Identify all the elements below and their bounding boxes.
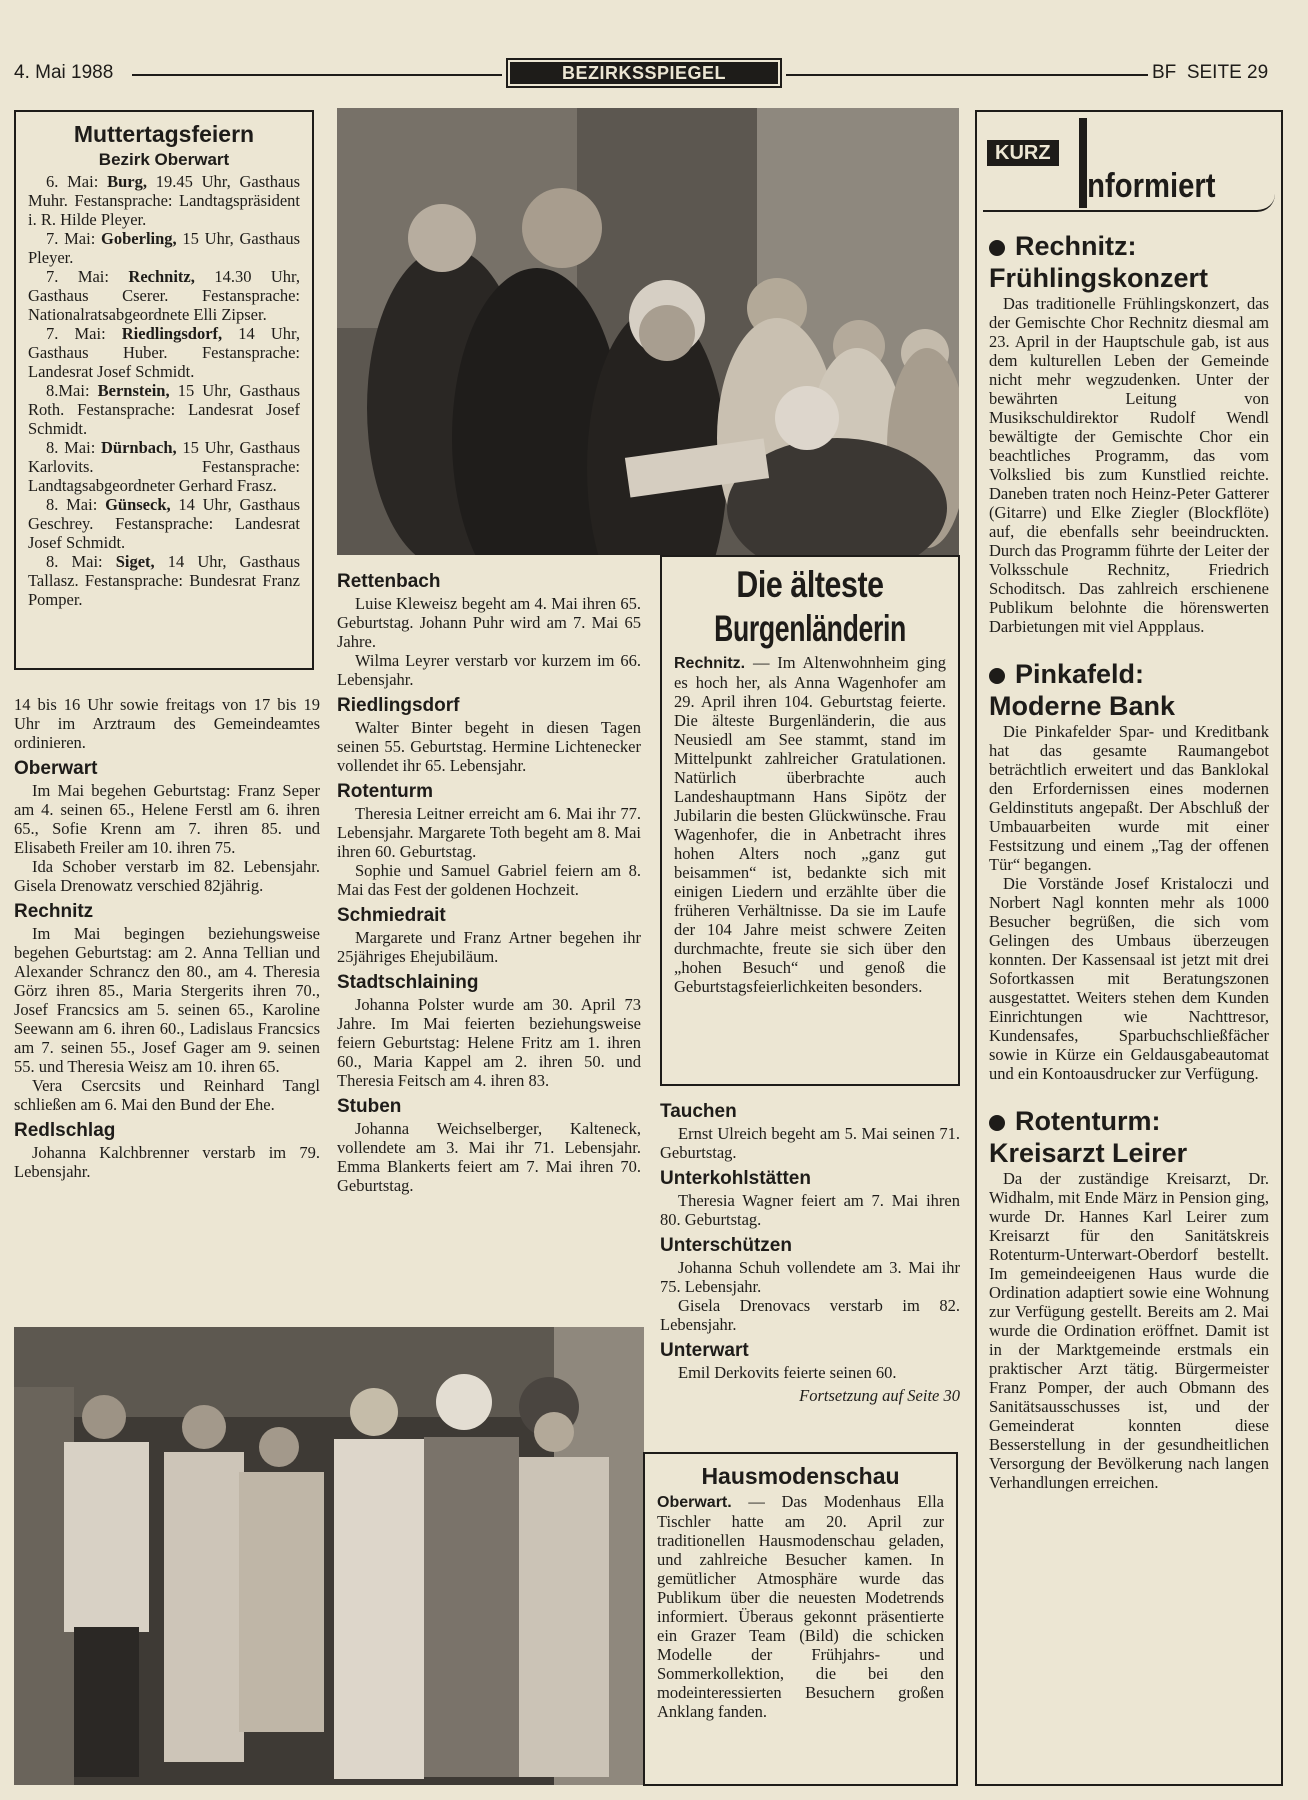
- kurz-item-place: Pinkafeld:: [1015, 659, 1145, 689]
- column-2-text: [337, 565, 641, 1195]
- section-paragraph: Im Mai begehen Geburtstag: Franz Seper am 4. seinen 65., Helene Ferstl am 6. ihren 65., Sofie Krenn am 7. ihren 85. und Elisabeth Freiler am 10. ihren 75.: [14, 781, 320, 857]
- section-paragraph: Walter Binter begeht in diesen Tagen seinen 55. Geburtstag. Hermine Lichtenecker vollendet ihr 65. Lebensjahr.: [337, 718, 641, 775]
- muttertag-date: 8.Mai:: [46, 381, 90, 400]
- section-heading: Tauchen: [660, 1101, 737, 1122]
- header-rule-left: [132, 74, 502, 76]
- muttertag-details: 14 Uhr, Gasthaus Tallasz. Festansprache: Bundesrat Franz Pomper.: [28, 552, 301, 609]
- muttertag-place: Rechnitz,: [128, 267, 195, 286]
- muttertag-details: 15 Uhr, Gasthaus Roth. Festansprache: Landesrat Josef Schmidt.: [28, 381, 300, 438]
- muttertag-date: 8. Mai:: [46, 495, 98, 514]
- section-paragraph: Sophie und Samuel Gabriel feiern am 8. Mai das Fest der goldenen Hochzeit.: [337, 861, 641, 899]
- section-paragraph: Gisela Drenovacs verstarb im 82. Lebensjahr.: [660, 1296, 960, 1334]
- muttertag-place: Dürnbach,: [101, 438, 177, 457]
- kurz-item: [989, 230, 1269, 636]
- section-paragraph: Johanna Schuh vollendete am 3. Mai ihr 75. Lebensjahr.: [660, 1258, 960, 1296]
- aelteste-text: — Im Altenwohnheim ging es hoch her, als Anna Wagenhofer am 29. April ihren 104. Geburtstag feierte. Die älteste Burgenländerin, die aus Neusiedl am See stammt, stand im Mittelpunkt zahlreicher Gratulationen. Natürlich überbrachte auch Landeshauptmann Hans Sipötz der Jubilarin die besten Glückwünsche. Frau Wagenhofer, die in Anbetracht ihres hohen Alters noch „ganz gut beisammen“ ist, bedankte sich mit einigen Liedern und erzählte über die früheren Verhältnisse. Da sie im Laufe der 104 Jahre meist schwere Zeiten durchmachte, freute sie sich über den „hohen Besuch“ und genoß die Geburtstagsfeierlichkeiten besonders.: [674, 653, 946, 996]
- kurz-item-head: [989, 230, 1269, 262]
- section-paragraph: Margarete und Franz Artner begehen ihr 25jähriges Ehejubiläum.: [337, 928, 641, 966]
- muttertag-date: 8. Mai:: [46, 552, 103, 571]
- muttertag-item: [28, 324, 300, 381]
- kurz-item-place: Rotenturm:: [1015, 1106, 1161, 1136]
- birthday-photo: [337, 108, 959, 555]
- fashion-photo-image: [14, 1327, 644, 1785]
- hausmoden-place: Oberwart.: [657, 1494, 732, 1511]
- muttertag-place: Bernstein,: [97, 381, 170, 400]
- section-banner: [506, 58, 782, 88]
- section-paragraph: Vera Csercsits und Reinhard Tangl schließen am 6. Mai den Bund der Ehe.: [14, 1076, 320, 1114]
- muttertag-date: 6. Mai:: [46, 172, 99, 191]
- section-heading: Redlschlag: [14, 1120, 116, 1141]
- section-heading: Unterkohlstätten: [660, 1168, 811, 1189]
- hausmoden-body: [657, 1492, 944, 1721]
- muttertag-place: Günseck,: [105, 495, 171, 514]
- muttertag-item: [28, 229, 300, 267]
- aelteste-title-line1: Die älteste: [736, 564, 884, 605]
- section-paragraph: Ida Schober verstarb im 82. Lebensjahr. Gisela Drenowatz verschied 82jährig.: [14, 857, 320, 895]
- kurz-informiert-box: [975, 110, 1283, 1786]
- kurz-item-paragraph: Das traditionelle Frühlingskonzert, das der Gemischte Chor Rechnitz diesmal am 23. April in der Hauptschule gab, ist aus dem kulturellen Leben der Gemeinde nicht mehr wegzudenken. Unter der bewährten Leitung von Musikschuldirektor Rudolf Wendl bewältigte der Gemischte Chor ein beachtliches Programm, das vom Volkslied bis zum Kunstlied reichte. Daneben traten noch Heinz-Peter Gatterer (Gitarre) und Elke Ziegler (Blockflöte) auf, die ebenfalls sehr beeindruckten. Durch das Programm führte der Leiter der Volksschule Rechnitz, Friedrich Schoditsch. Das zahlreich erschienene Publikum belohnte die hörenswerten Darbietungen mit viel Appplaus.: [989, 294, 1269, 636]
- kurz-logo-small: KURZ: [987, 140, 1059, 166]
- muttertag-details: 15 Uhr, Gasthaus Pleyer.: [28, 229, 300, 267]
- section-heading: Schmiedrait: [337, 905, 446, 926]
- aelteste-box: [660, 555, 960, 1086]
- muttertag-date: 7. Mai:: [46, 229, 96, 248]
- aelteste-place: Rechnitz.: [674, 655, 746, 672]
- muttertag-place: Siget,: [115, 552, 155, 571]
- muttertag-item: [28, 438, 300, 495]
- column-1-intro: 14 bis 16 Uhr sowie freitags von 17 bis 19 Uhr im Arztraum des Gemeindeamtes ordinieren.: [14, 695, 320, 752]
- kurz-items: [989, 230, 1269, 1492]
- muttertag-item: [28, 172, 300, 229]
- section-paragraph: Emil Derkovits feierte seinen 60.: [678, 1363, 897, 1382]
- kurz-item-paragraph: Die Pinkafelder Spar- und Kreditbank hat das gesamte Raumangebot beträchtlich erweitert und das Banklokal den Erfordernissen eines modernen Geldinstituts angepaßt. Der Abschluß der Umbauarbeiten wurde mit einer Festsitzung und einem „Tag der offenen Tür“ begangen.: [989, 722, 1269, 874]
- kurz-item-paragraph: Die Vorstände Josef Kristaloczi und Norbert Nagl konnten mehr als 1000 Besucher begrüßen, die sich vom Gelingen des Umbaus überzeugen konnten. Der Kassensaal ist jetzt mit drei Sofortkassen mit Beratungszonen ausgestattet. Weiters stehen dem Kunden Einrichtungen wie Nachttresor, Kundensafes, Sparbuchschließfächer sowie in Kürze ein Geldausgabeautomat und ein Kontoausdrucker zur Verfügung.: [989, 874, 1269, 1083]
- muttertag-date: 8. Mai:: [46, 438, 96, 457]
- kurz-item-title: Frühlingskonzert: [989, 263, 1209, 293]
- continued-note: Fortsetzung auf Seite 30: [799, 1386, 960, 1405]
- section-title: BEZIRKSSPIEGEL: [510, 62, 778, 84]
- section-paragraph: Johanna Polster wurde am 30. April 73 Jahre. Im Mai feierten beziehungsweise feiern Geburtstag: Helene Fritz am 1. ihren 60., Maria Kappel am 2. ihren 50. und Theresia Feitsch am 4. ihren 83.: [337, 995, 641, 1090]
- section-heading: Unterschützen: [660, 1235, 792, 1256]
- muttertag-place: Goberling,: [101, 229, 177, 248]
- muttertag-list: [28, 172, 300, 609]
- section-heading: Rechnitz: [14, 901, 94, 922]
- muttertag-subtitle: Bezirk Oberwart: [98, 150, 230, 169]
- muttertag-details: 14.30 Uhr, Gasthaus Cserer. Festansprache: Nationalratsabgeordnete Elli Zipser.: [28, 267, 300, 324]
- section-paragraph: Theresia Leitner erreicht am 6. Mai ihr 77. Lebensjahr. Margarete Toth begeht am 8. Mai ihren 60. Geburtstag.: [337, 804, 641, 861]
- kurz-item-title: Moderne Bank: [989, 691, 1176, 721]
- muttertag-date: 7. Mai:: [46, 324, 106, 343]
- kurz-item: [989, 658, 1269, 1083]
- kurz-item-paragraph: Da der zuständige Kreisarzt, Dr. Widhalm, mit Ende März in Pension ging, wurde Dr. Hannes Karl Leirer zum Kreisarzt für den Sanitätskreis Rotenturm-Unterwart-Oberdorf bestellt. Im gemeindeeigenen Haus wurde die Ordination adaptiert sowie eine Wohnung zur Verfügung gestellt. Bereits am 2. Mai wurde die Ordination eröffnet. Damit ist in der Marktgemeinde erstmals ein praktischer Arzt tätig. Bürgermeister Franz Pomper, der auch Obmann des Sanitätsausschusses ist, und der Gemeinderat konnten diese Besserstellung in der gesundheitlichen Versorgung der Bevölkerung nach langen Verhandlungen erreichen.: [989, 1169, 1269, 1492]
- muttertag-item: [28, 552, 300, 609]
- muttertag-place: Burg,: [107, 172, 147, 191]
- kurz-logo-big: Informiert: [1079, 167, 1216, 205]
- kurz-item-head: [989, 658, 1269, 690]
- section-paragraph: Johanna Weichselberger, Kalteneck, vollendete am 3. Mai ihr 71. Lebensjahr. Emma Blankerts feiert am 7. Mai ihren 70. Geburtstag.: [337, 1119, 641, 1195]
- muttertag-details: 14 Uhr, Gasthaus Geschrey. Festansprache: Landesrat Josef Schmidt.: [28, 495, 300, 552]
- muttertag-details: 14 Uhr, Gasthaus Huber. Festansprache: Landesrat Josef Schmidt.: [28, 324, 300, 381]
- kurz-item-head: [989, 1105, 1269, 1137]
- section-heading: Stadtschlaining: [337, 972, 479, 993]
- bullet-icon: [989, 240, 1005, 256]
- muttertag-details: 15 Uhr, Gasthaus Karlovits. Festansprache: Landtagsabgeordneter Gerhard Frasz.: [28, 438, 300, 495]
- section-heading: Rettenbach: [337, 571, 441, 592]
- muttertag-date: 7. Mai:: [46, 267, 109, 286]
- kurz-item-place: Rechnitz:: [1015, 231, 1137, 261]
- section-heading: Oberwart: [14, 758, 98, 779]
- section-heading: Rotenturm: [337, 781, 434, 802]
- hausmoden-text: — Das Modenhaus Ella Tischler hatte am 20. April zur traditionellen Hausmodenschau geladen, und zahlreiche Besucher kamen. In gemütlicher Atmosphäre wurde das Publikum über die neuesten Modetrends informiert. Überaus gekonnt präsentierte ein Grazer Team (Bild) die schicken Modelle der Frühjahrs- und Sommerkollektion, die bei den modeinteressierten Besuchern großen Anklang fanden.: [657, 1492, 944, 1721]
- fashion-photo: [14, 1327, 644, 1785]
- section-heading: Unterwart: [660, 1340, 749, 1361]
- hausmoden-title: Hausmodenschau: [701, 1463, 900, 1489]
- kurz-logo: [983, 118, 1275, 212]
- bullet-icon: [989, 668, 1005, 684]
- page-number: BF SEITE 29: [1152, 62, 1269, 83]
- column-1-sections: [14, 759, 320, 1181]
- section-paragraph: Johanna Kalchbrenner verstarb im 79. Lebensjahr.: [14, 1143, 320, 1181]
- section-paragraph: Luise Kleweisz begeht am 4. Mai ihren 65. Geburtstag. Johann Puhr wird am 7. Mai 65 Jahre.: [337, 594, 641, 651]
- section-paragraph: Wilma Leyrer verstarb vor kurzem im 66. Lebensjahr.: [337, 651, 641, 689]
- header-date: 4. Mai 1988: [14, 62, 114, 83]
- section-paragraph: Theresia Wagner feiert am 7. Mai ihren 80. Geburtstag.: [660, 1191, 960, 1229]
- section-heading: Stuben: [337, 1096, 402, 1117]
- muttertag-box: [14, 110, 314, 670]
- section-heading: Riedlingsdorf: [337, 695, 460, 716]
- section-paragraph: Im Mai begingen beziehungsweise begehen Geburtstag: am 2. Anna Tellian und Alexander Schrancz den 80., am 4. Theresia Görz ihren 85., Maria Stergerits ihren 70., Josef Francsics am 5. seinen 65., Karoline Seewann am 6. ihren 60., Ladislaus Francsics am 7. seinen 55., Josef Gager am 9. seinen 55. und Theresia Weisz am 10. ihren 65.: [14, 924, 320, 1076]
- aelteste-title-line2: Burgenländerin: [714, 608, 906, 649]
- hausmoden-box: [643, 1452, 958, 1786]
- muttertag-item: [28, 381, 300, 438]
- aelteste-body: [674, 653, 946, 996]
- muttertag-item: [28, 267, 300, 324]
- header-rule-right: [786, 74, 1148, 76]
- kurz-item-title: Kreisarzt Leirer: [989, 1138, 1188, 1168]
- muttertag-place: Riedlingsdorf,: [121, 324, 223, 343]
- column-3-text: [660, 1095, 960, 1405]
- kurz-item: [989, 1105, 1269, 1492]
- section-paragraph: Ernst Ulreich begeht am 5. Mai seinen 71. Geburtstag.: [660, 1124, 960, 1162]
- birthday-photo-image: [337, 108, 959, 555]
- muttertag-details: 19.45 Uhr, Gasthaus Muhr. Festansprache: Landtagspräsident i. R. Hilde Pleyer.: [28, 172, 300, 229]
- bullet-icon: [989, 1115, 1005, 1131]
- muttertag-item: [28, 495, 300, 552]
- column-1-text: [14, 695, 320, 1181]
- column-2-sections: [337, 572, 641, 1195]
- column-3-sections: [660, 1102, 960, 1382]
- muttertag-title: Muttertagsfeiern: [73, 121, 255, 147]
